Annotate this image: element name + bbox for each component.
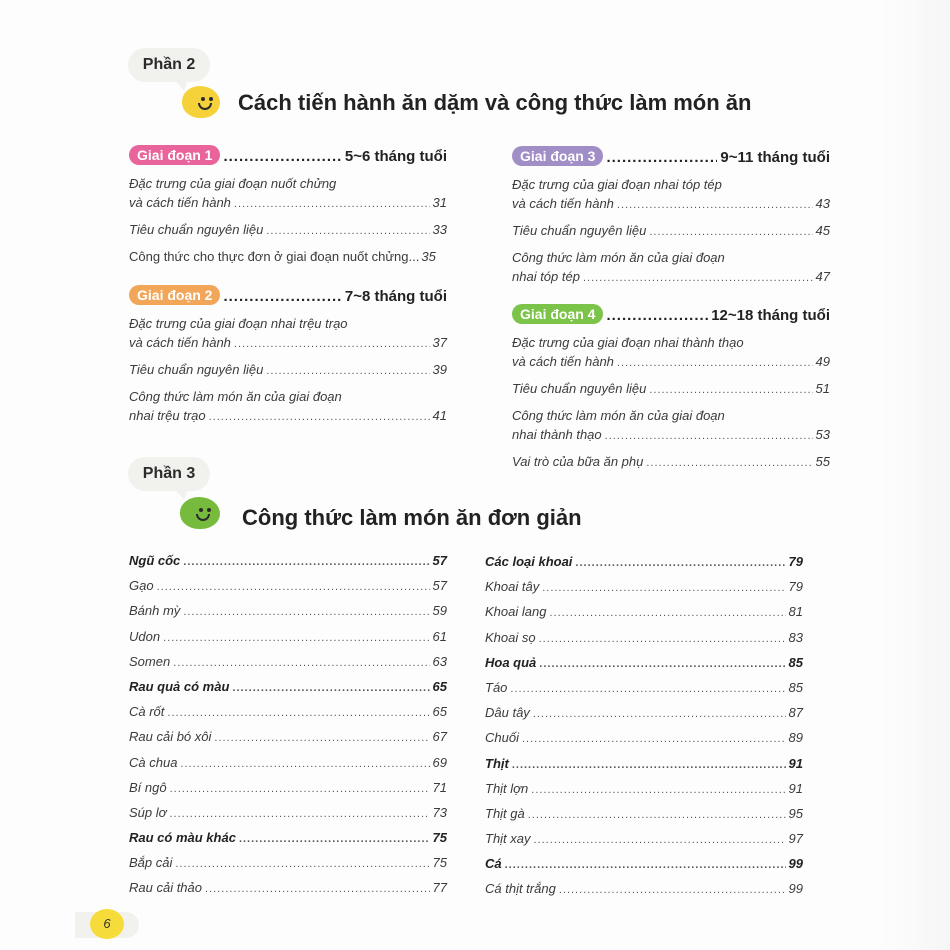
page-ref: 59 — [432, 603, 447, 619]
page-ref: 41 — [432, 408, 447, 423]
toc-row[interactable] — [129, 573, 447, 598]
stage-3-badge: Giai đoạn 3 — [512, 146, 603, 166]
toc-row[interactable] — [129, 724, 447, 749]
page-ref: 57 — [432, 578, 447, 594]
page-ref: 63 — [432, 653, 447, 669]
toc-row[interactable] — [485, 801, 803, 826]
toc-entry[interactable]: Tiêu chuẩn nguyên liệu ..... 39 — [129, 360, 447, 381]
stage-3-block — [512, 147, 830, 288]
stage-2-block — [129, 286, 447, 427]
toc-row-label: Dâu tây — [485, 705, 530, 721]
page-ref: 83 — [788, 629, 803, 645]
toc-entry[interactable]: Công thức làm món ăn của giai đoạn nhai thành thạo ..... 53 — [512, 406, 830, 446]
stage-4-header[interactable] — [512, 305, 830, 327]
page-ref: 81 — [788, 604, 803, 620]
page-ref: 97 — [788, 831, 803, 847]
stage-1-header[interactable] — [129, 146, 447, 168]
toc-category-row[interactable] — [129, 674, 447, 699]
toc-row[interactable] — [485, 625, 803, 650]
toc-row[interactable] — [485, 700, 803, 725]
toc-row-label: Cá thịt trắng — [485, 881, 556, 897]
page-ref: 79 — [788, 579, 803, 595]
toc-row-label: Rau cải bó xôi — [129, 729, 212, 745]
toc-row-label: Bí ngô — [129, 779, 167, 795]
toc-category-row[interactable] — [485, 751, 803, 776]
page-ref: 65 — [432, 704, 447, 720]
toc-category-row[interactable] — [485, 851, 803, 876]
toc-row-label: Các loại khoai — [485, 554, 573, 569]
stage-2-header[interactable] — [129, 286, 447, 308]
page-number: 6 — [90, 909, 124, 939]
page-ref: 65 — [432, 678, 447, 694]
page-ref: 43 — [815, 196, 830, 211]
toc-row-label: Thịt gà — [485, 805, 525, 821]
page-ref: 49 — [815, 354, 830, 369]
page-ref: 57 — [432, 553, 447, 568]
page-ref: 85 — [788, 654, 803, 670]
toc-row-label: Thịt lợn — [485, 780, 529, 796]
toc-row-label: Khoai tây — [485, 579, 540, 595]
toc-row[interactable] — [485, 826, 803, 851]
recipe-list-left — [129, 548, 447, 901]
page-ref: 85 — [788, 679, 803, 695]
page-ref: 91 — [788, 780, 803, 796]
page-ref: 55 — [815, 454, 830, 469]
toc-entry[interactable]: Công thức làm món ăn của giai đoạn nhai trệu trạo ..... 41 — [129, 387, 447, 427]
page-ref: 79 — [788, 554, 803, 569]
page-ref: 67 — [432, 729, 447, 745]
part2-tag: Phần 2 — [128, 48, 210, 82]
toc-row[interactable] — [129, 649, 447, 674]
page-ref: 35 — [421, 249, 436, 264]
toc-row-label: Khoai sọ — [485, 629, 536, 645]
page-ref: 99 — [788, 881, 803, 897]
stage-3-age: 9~11 tháng tuổi — [720, 149, 830, 166]
toc-row[interactable] — [485, 876, 803, 901]
page-ref: 87 — [788, 705, 803, 721]
toc-row[interactable] — [129, 699, 447, 724]
page-ref: 95 — [788, 805, 803, 821]
page-ref: 39 — [432, 362, 447, 377]
page-ref: 31 — [432, 195, 447, 210]
toc-row[interactable] — [129, 598, 447, 623]
toc-entry[interactable]: Công thức làm món ăn của giai đoạn nhai tóp tép ..... 47 — [512, 248, 830, 288]
toc-entry[interactable]: Tiêu chuẩn nguyên liệu ..... 33 — [129, 220, 447, 241]
toc-row-label: Thịt xay — [485, 831, 531, 847]
page-ref: 37 — [432, 335, 447, 350]
page-ref: 61 — [432, 628, 447, 644]
toc-entry[interactable]: Đặc trưng của giai đoạn nhai trệu trạo và cách tiến hành ..... 37 — [129, 314, 447, 354]
toc-row-label: Súp lơ — [129, 804, 167, 820]
toc-row-label: Rau quả có màu — [129, 678, 230, 694]
toc-row-label: Cà chua — [129, 754, 178, 770]
stage-1-age: 5~6 tháng tuổi — [344, 148, 447, 165]
toc-category-row[interactable] — [129, 825, 447, 850]
toc-row[interactable] — [485, 574, 803, 599]
part2-title: Cách tiến hành ăn dặm và công thức làm món ăn — [238, 90, 752, 115]
toc-entry[interactable]: Công thức cho thực đơn ở giai đoạn nuốt chửng... 35 — [129, 249, 436, 264]
toc-entry[interactable]: Vai trò của bữa ăn phụ ..... 55 — [512, 452, 830, 473]
toc-entry[interactable]: Tiêu chuẩn nguyên liệu ..... 45 — [512, 221, 830, 242]
toc-row-label: Bánh mỳ — [129, 603, 181, 619]
toc-row[interactable] — [485, 599, 803, 624]
toc-category-row[interactable] — [129, 548, 447, 573]
part3-tag: Phần 3 — [128, 457, 210, 491]
green-blob-icon — [180, 497, 220, 529]
page-ref: 69 — [432, 754, 447, 770]
toc-row-label: Cá — [485, 856, 502, 872]
toc-row-label: Gạo — [129, 578, 154, 594]
toc-entry[interactable]: Tiêu chuẩn nguyên liệu ..... 51 — [512, 379, 830, 400]
toc-row-label: Táo — [485, 679, 508, 695]
toc-row-label: Chuối — [485, 730, 519, 746]
stage-1-block — [129, 146, 447, 266]
page-ref: 77 — [432, 880, 447, 896]
toc-row[interactable] — [129, 750, 447, 775]
page-ref: 51 — [815, 381, 830, 396]
page-edge-shadow — [880, 0, 950, 950]
toc-entry[interactable]: Đặc trưng của giai đoạn nhai thành thạo và cách tiến hành ..... 49 — [512, 333, 830, 373]
toc-row-label: Rau cải thảo — [129, 880, 202, 896]
toc-row-label: Hoa quả — [485, 654, 537, 670]
page-ref: 89 — [788, 730, 803, 746]
stage-4-age: 12~18 tháng tuổi — [711, 307, 830, 324]
stage-2-age: 7~8 tháng tuổi — [344, 288, 447, 305]
toc-row[interactable] — [129, 624, 447, 649]
toc-row-label: Khoai lang — [485, 604, 547, 620]
page-ref: 99 — [788, 856, 803, 872]
toc-row[interactable] — [129, 775, 447, 800]
toc-category-row[interactable] — [485, 650, 803, 675]
stage-2-badge: Giai đoạn 2 — [129, 285, 220, 305]
toc-row[interactable] — [129, 800, 447, 825]
toc-row[interactable] — [485, 675, 803, 700]
toc-row-label: Thịt — [485, 755, 509, 771]
toc-row[interactable] — [485, 725, 803, 750]
part3-title: Công thức làm món ăn đơn giản — [242, 505, 582, 530]
toc-row-label: Rau có màu khác — [129, 830, 236, 846]
page-ref: 75 — [432, 830, 447, 846]
stage-4-block — [512, 305, 830, 473]
toc-row-label: Udon — [129, 628, 161, 644]
stage-1-badge: Giai đoạn 1 — [129, 145, 220, 165]
stage-4-badge: Giai đoạn 4 — [512, 304, 603, 324]
toc-row-label: Cà rốt — [129, 704, 165, 720]
recipe-list-right — [485, 549, 803, 902]
yellow-blob-icon — [182, 86, 220, 118]
page-ref: 75 — [432, 855, 447, 871]
toc-category-row[interactable] — [485, 549, 803, 574]
toc-row[interactable] — [129, 875, 447, 900]
page-ref: 73 — [432, 804, 447, 820]
page-ref: 45 — [815, 223, 830, 238]
toc-row-label: Ngũ cốc — [129, 553, 181, 568]
page-ref: 71 — [432, 779, 447, 795]
toc-entry[interactable]: Đặc trưng của giai đoạn nuốt chửng và cách tiến hành ..... 31 — [129, 174, 447, 214]
page-ref: 53 — [815, 427, 830, 442]
toc-row-label: Somen — [129, 653, 171, 669]
stage-3-header[interactable] — [512, 147, 830, 169]
toc-row-label: Bắp cải — [129, 855, 173, 871]
toc-row[interactable] — [129, 850, 447, 875]
toc-row[interactable] — [485, 776, 803, 801]
page-ref: 91 — [788, 755, 803, 771]
page-ref: 33 — [432, 222, 447, 237]
page-ref: 47 — [815, 269, 830, 284]
toc-entry[interactable]: Đặc trưng của giai đoạn nhai tóp tép và cách tiến hành ..... 43 — [512, 175, 830, 215]
